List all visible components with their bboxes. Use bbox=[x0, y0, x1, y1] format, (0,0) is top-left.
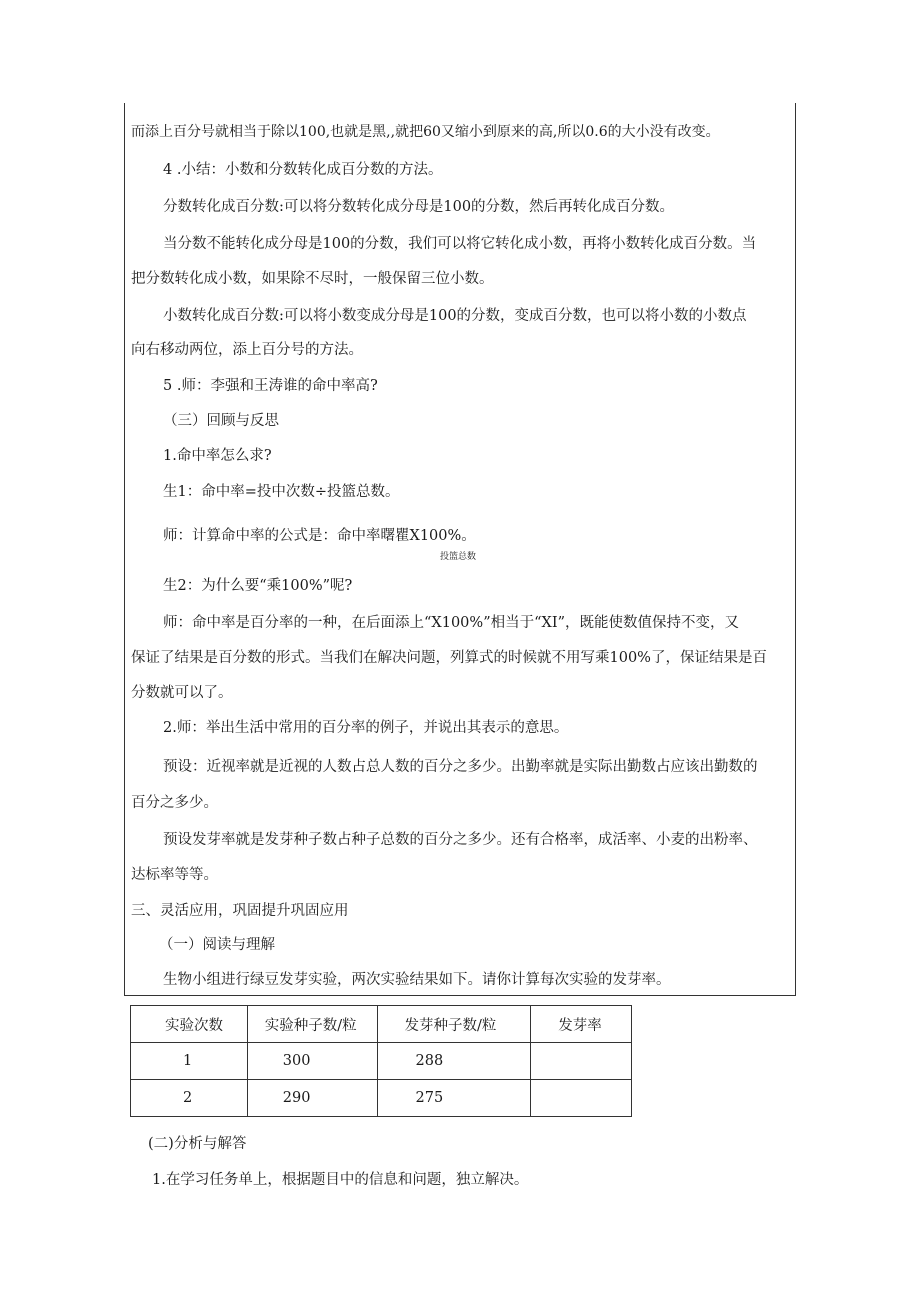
table-cell bbox=[531, 1043, 632, 1080]
text-line: 分数转化成百分数:可以将分数转化成分母是100的分数，然后再转化成百分数。 bbox=[163, 199, 675, 215]
table-header-row bbox=[131, 1006, 632, 1043]
text-line: 把分数转化成小数，如果除不尽时，一般保留三位小数。 bbox=[131, 271, 494, 287]
subsection-heading: （一）阅读与理解 bbox=[159, 937, 275, 953]
text-line: 生物小组进行绿豆发芽实验，两次实验结果如下。请你计算每次实验的发芽率。 bbox=[163, 972, 671, 988]
text-line: 预设发芽率就是发芽种子数占种子总数的百分之多少。还有合格率，成活率、小麦的出粉率、 bbox=[163, 832, 758, 848]
text-line: 百分之多少。 bbox=[131, 795, 218, 811]
table-cell: 300 bbox=[247, 1043, 377, 1080]
table-header: 发芽种子数/粒 bbox=[377, 1006, 531, 1043]
section-heading: 三、灵活应用，巩固提升巩固应用 bbox=[131, 903, 349, 919]
experiment-table bbox=[130, 1005, 632, 1117]
table-cell bbox=[531, 1080, 632, 1117]
text-line: 5 .师：李强和王涛谁的命中率高? bbox=[163, 378, 378, 394]
table-header: 实验次数 bbox=[131, 1006, 248, 1043]
subsection-heading: (二)分析与解答 bbox=[148, 1136, 247, 1152]
text-line: 达标率等等。 bbox=[131, 867, 218, 883]
text-line: 向右移动两位，添上百分号的方法。 bbox=[131, 342, 363, 358]
text-line: 小数转化成百分数:可以将小数变成分母是100的分数，变成百分数，也可以将小数的小数点 bbox=[163, 308, 747, 324]
text-line: 1.命中率怎么求? bbox=[163, 448, 272, 464]
text-line: 而添上百分号就相当于除以100,也就是黑,,就把60又缩小到原来的高,所以0.6的大小没有改变。 bbox=[131, 124, 720, 140]
formula-denominator: 投篮总数 bbox=[440, 552, 477, 562]
text-line: 2.师：举出生活中常用的百分率的例子，并说出其表示的意思。 bbox=[163, 720, 569, 736]
formula-line: 师：计算命中率的公式是：命中率曙瞿X100%。 bbox=[163, 528, 476, 544]
table-row bbox=[131, 1080, 632, 1117]
table-row bbox=[131, 1043, 632, 1080]
text-line: 预设：近视率就是近视的人数占总人数的百分之多少。出勤率就是实际出勤数占应该出勤数的 bbox=[163, 759, 758, 775]
table-header: 实验种子数/粒 bbox=[247, 1006, 377, 1043]
table-cell: 288 bbox=[377, 1043, 531, 1080]
table-cell: 2 bbox=[131, 1080, 248, 1117]
text-line: 当分数不能转化成分母是100的分数，我们可以将它转化成小数，再将小数转化成百分数。当 bbox=[163, 236, 757, 252]
table-cell: 290 bbox=[247, 1080, 377, 1117]
section-heading: （三）回顾与反思 bbox=[163, 413, 279, 429]
text-line: 生1：命中率=投中次数÷投篮总数。 bbox=[163, 484, 400, 500]
text-line: 1.在学习任务单上，根据题目中的信息和问题，独立解决。 bbox=[152, 1172, 529, 1188]
table-cell: 275 bbox=[377, 1080, 531, 1117]
text-line: 生2：为什么要“乘100%”呢? bbox=[163, 578, 353, 594]
text-line: 师：命中率是百分率的一种，在后面添上“X100%”相当于“XI”，既能使数值保持不变，又 bbox=[163, 615, 739, 631]
text-line: 保证了结果是百分数的形式。当我们在解决问题，列算式的时候就不用写乘100%了，保证结果是百 bbox=[131, 650, 767, 666]
table-cell: 1 bbox=[131, 1043, 248, 1080]
table-header: 发芽率 bbox=[531, 1006, 632, 1043]
text-line: 分数就可以了。 bbox=[131, 685, 233, 701]
text-line: 4 .小结：小数和分数转化成百分数的方法。 bbox=[163, 162, 443, 178]
